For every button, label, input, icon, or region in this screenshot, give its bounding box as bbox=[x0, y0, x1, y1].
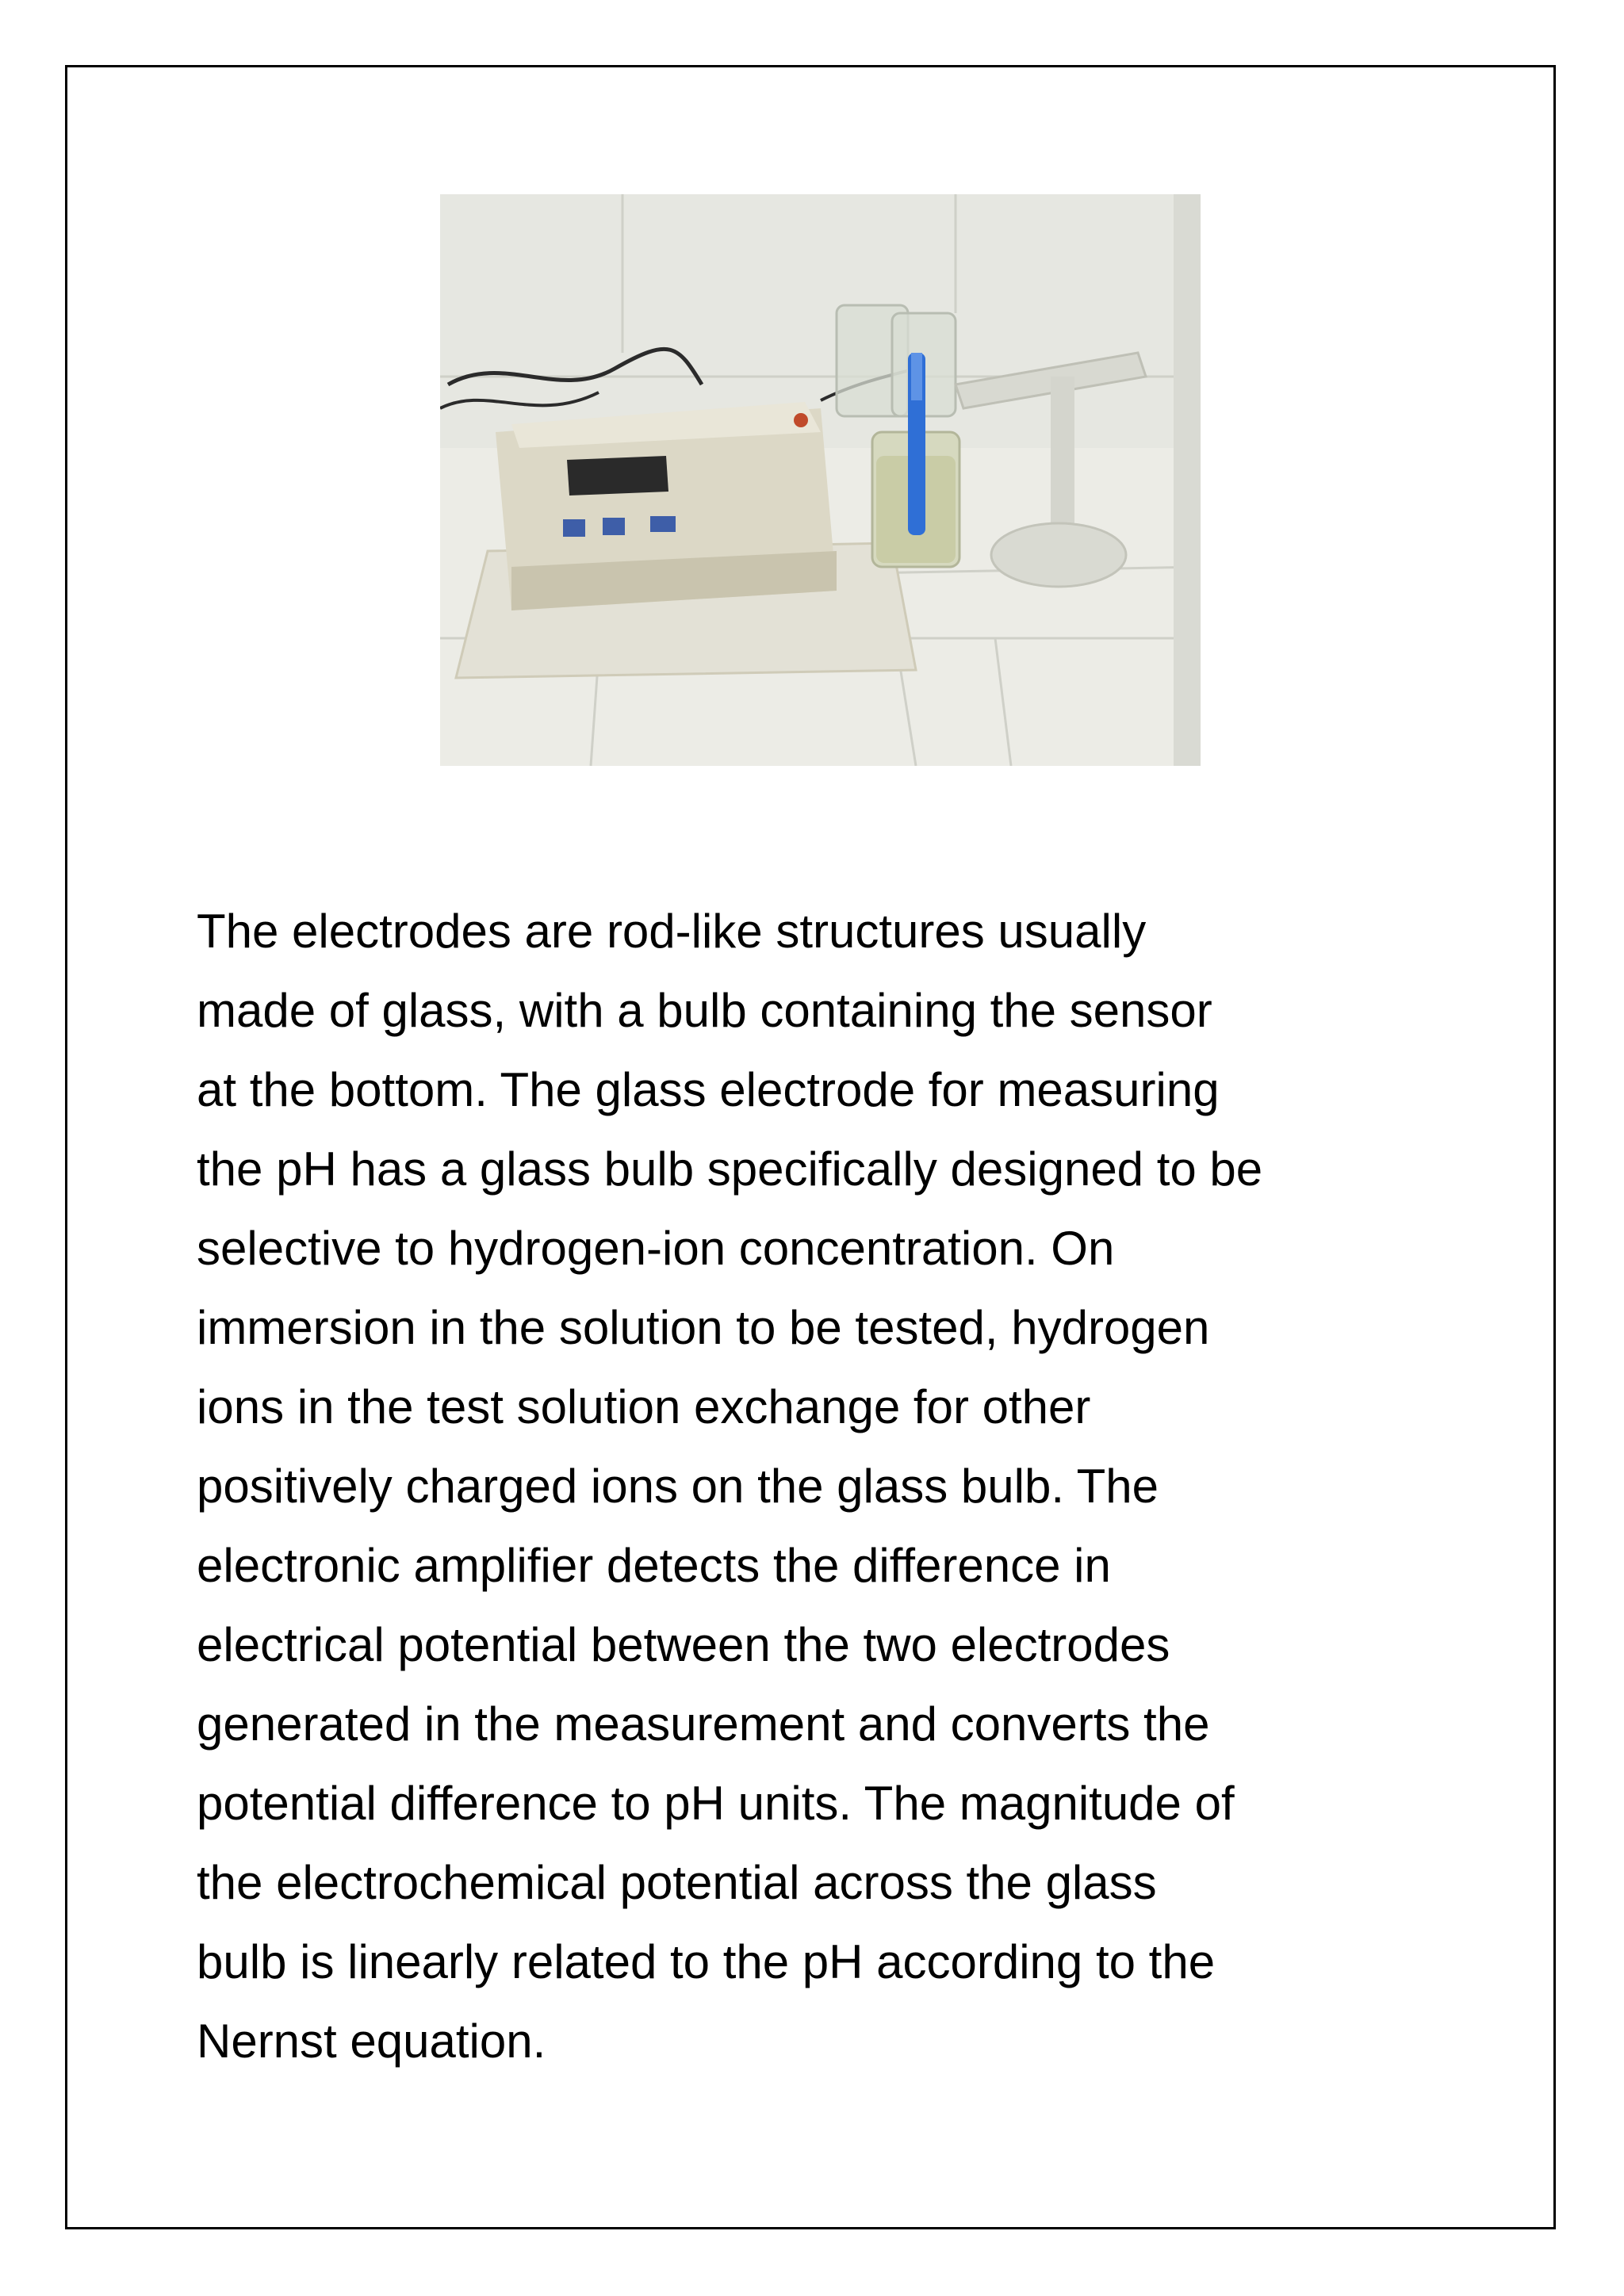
paragraph-line: The electrodes are rod-like structures usually bbox=[197, 905, 1147, 958]
stand-base bbox=[991, 523, 1126, 587]
paragraph-line: generated in the measurement and converts the bbox=[197, 1697, 1210, 1751]
electrode-highlight bbox=[911, 353, 922, 400]
paragraph-line: the electrochemical potential across the glass bbox=[197, 1856, 1157, 1909]
paragraph-line: selective to hydrogen-ion concentration. On bbox=[197, 1222, 1115, 1275]
ph-meter-illustration bbox=[440, 194, 1201, 766]
paragraph-line: potential difference to pH units. The magnitude of bbox=[197, 1777, 1235, 1830]
paragraph-line: electrical potential between the two electrodes bbox=[197, 1618, 1170, 1671]
paragraph-line: Nernst equation. bbox=[197, 2015, 546, 2068]
paragraph-line: electronic amplifier detects the difference in bbox=[197, 1539, 1111, 1592]
paragraph-line: immersion in the solution to be tested, hydrogen bbox=[197, 1301, 1210, 1354]
pipe bbox=[1174, 194, 1201, 766]
paragraph-line: positively charged ions on the glass bulb. The bbox=[197, 1460, 1159, 1513]
meter-logo bbox=[794, 413, 808, 427]
meter-button bbox=[650, 516, 676, 532]
meter-button bbox=[563, 519, 585, 537]
meter-button bbox=[603, 518, 625, 535]
paragraph-line: at the bottom. The glass electrode for measuring bbox=[197, 1063, 1220, 1116]
body-paragraph bbox=[197, 892, 1450, 2081]
paragraph-line: ions in the test solution exchange for other bbox=[197, 1380, 1091, 1433]
ph-meter-photo bbox=[440, 194, 1201, 766]
meter-display bbox=[567, 456, 668, 496]
paragraph-line: the pH has a glass bulb specifically designed to be bbox=[197, 1142, 1263, 1196]
paragraph-line: bulb is linearly related to the pH according to the bbox=[197, 1935, 1216, 1988]
paragraph-line: made of glass, with a bulb containing the sensor bbox=[197, 984, 1212, 1037]
